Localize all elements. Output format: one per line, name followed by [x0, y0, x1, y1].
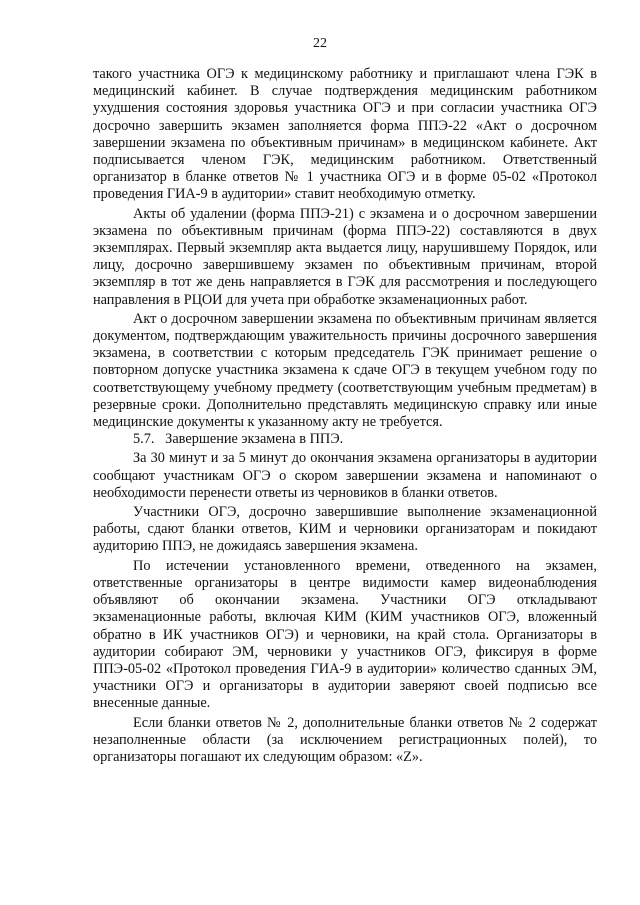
paragraph-early-finishers: Участники ОГЭ, досрочно завершившие выполнение экзаменационной работы, сдают бланки ответов, КИМ и черновики организаторам и покидают аудиторию ППЭ, не дожидаясь завершения экзамена.	[93, 504, 597, 555]
paragraph-continuation: такого участника ОГЭ к медицинскому работнику и приглашают члена ГЭК в медицинский кабинет. В случае подтверждения медицинским работником ухудшения состояния здоровья участника ОГЭ и при согласии участника ОГЭ досрочно завершить экзамен заполняется форма ППЭ-22 «Акт о досрочном завершении экзамена по объективным причинам» в медицинском кабинете. Акт подписывается членом ГЭК, медицинским работником. Ответственный организатор в бланке ответов № 1 участника ОГЭ и в форме 05-02 «Протокол проведения ГИА-9 в аудитории» ставит необходимую отметку.	[93, 66, 597, 203]
paragraph-time-expiry: По истечении установленного времени, отведенного на экзамен, ответственные организаторы в центре видимости камер видеонаблюдения объявляют об окончании экзамена. Участники ОГЭ откладывают экзаменационные работы, включая КИМ (КИМ участников ОГЭ, вложенный обратно в ИК участников ОГЭ) и черновики, на край стола. Организаторы в аудитории собирают ЭМ, черновики у участников ОГЭ, фиксируя в форме ППЭ-05-02 «Протокол проведения ГИА-9 в аудитории» количество сданных ЭМ, участники ОГЭ и организаторы в аудитории заверяют своей подписью все внесенные данные.	[93, 557, 597, 712]
paragraph-30-5-minutes: За 30 минут и за 5 минут до окончания экзамена организаторы в аудитории сообщают участникам ОГЭ о скором завершении экзамена и напоминают о необходимости перенести ответы из черновиков в бланки ответов.	[93, 450, 597, 501]
section-heading-5-7: 5.7. Завершение экзамена в ППЭ.	[133, 431, 344, 448]
page-number: 22	[313, 36, 327, 51]
paragraph-early-completion-act: Акт о досрочном завершении экзамена по объективным причинам является документом, подтверждающим уважительность причины досрочного завершения экзамена, в соответствии с которым председатель ГЭК принимает решение о повторном допуске участника экзамена к сдаче ОГЭ в текущем учебном году по соответствующему учебному предмету (соответствующим учебным предметам) в резервные сроки. Дополнительно представлять медицинскую справку или иные медицинские документы к указанному акту не требуется.	[93, 310, 597, 431]
document-body	[93, 66, 597, 766]
paragraph-blank-forms-z: Если бланки ответов № 2, дополнительные бланки ответов № 2 содержат незаполненные области (за исключением регистрационных полей), то организаторы погашают их следующим образом: «Z».	[93, 714, 597, 765]
paragraph-acts-removal: Акты об удалении (форма ППЭ-21) с экзамена и о досрочном завершении экзамена по объективным причинам (форма ППЭ-22) составляются в двух экземплярах. Первый экземпляр акта выдается лицу, нарушившему Порядок, или лицу, досрочно завершившему экзамен по объективным причинам, второй экземпляр в тот же день направляется в ГЭК для рассмотрения и последующего направления в РЦОИ для учета при обработке экзаменационных работ.	[93, 205, 597, 308]
